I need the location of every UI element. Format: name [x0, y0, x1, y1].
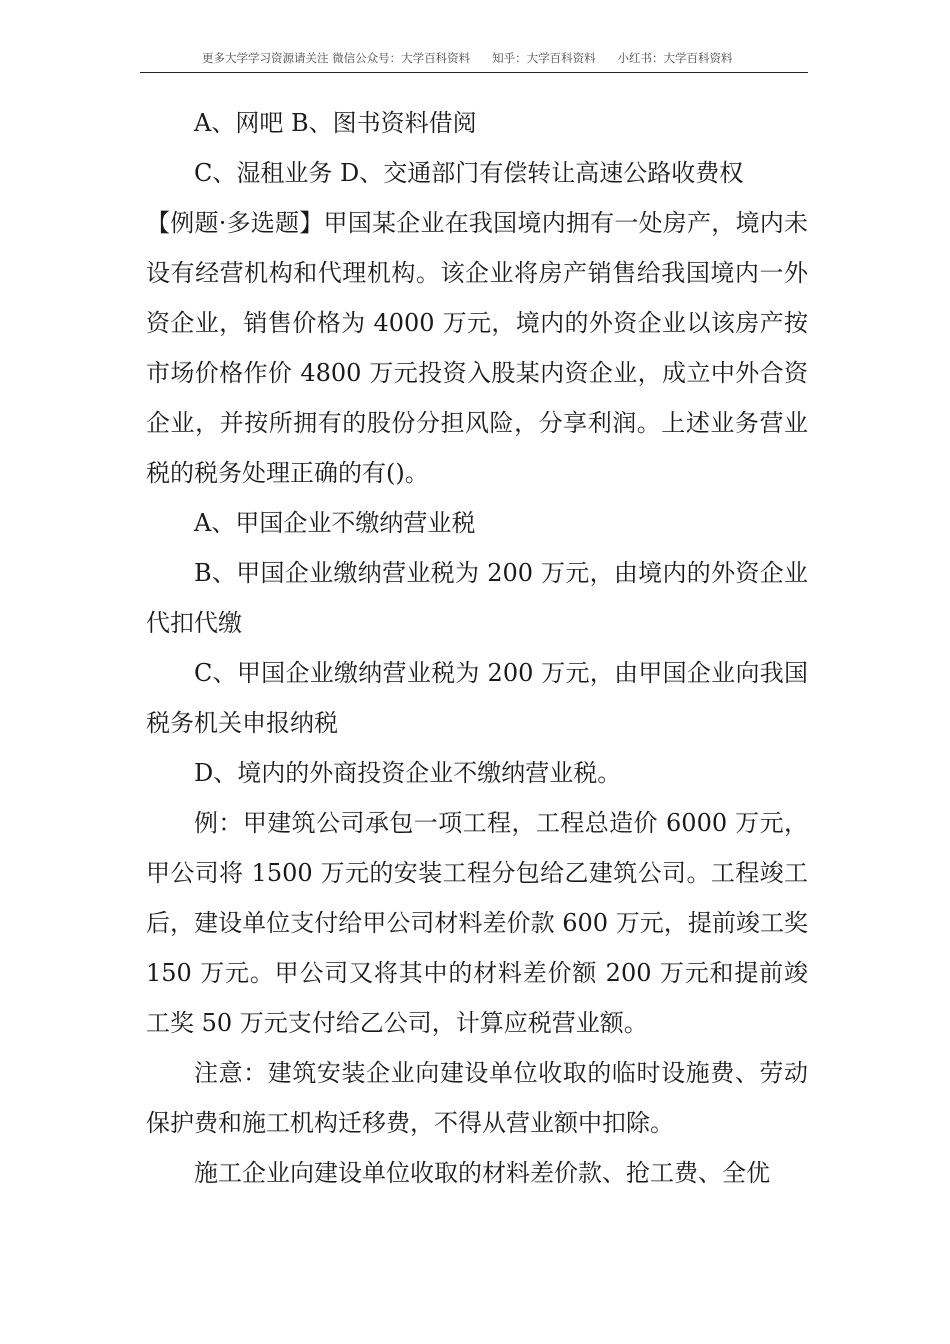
- document-body: [146, 98, 808, 1198]
- paragraph-example-question: 【例题·多选题】甲国某企业在我国境内拥有一处房产，境内未设有经营机构和代理机构。该企业将房产销售给我国境内一外资企业，销售价格为 4000 万元，境内的外资企业以该房产按市场价格作价 4800 万元投资入股某内资企业，成立中外合资企业，并按所拥有的股份分担风险，分享利润。上述业务营业税的税务处理正确的有()。: [146, 209, 808, 487]
- paragraph-note: 注意：建筑安装企业向建设单位收取的临时设施费、劳动保护费和施工机构迁移费，不得从营业额中扣除。: [146, 1059, 808, 1137]
- paragraph-construction-example: 例：甲建筑公司承包一项工程，工程总造价 6000 万元，甲公司将 1500 万元的安装工程分包给乙建筑公司。工程竣工后，建设单位支付给甲公司材料差价款 600 万元，提前竣工奖 150 万元。甲公司又将其中的材料差价额 200 万元和提前竣工奖 50 万元支付给乙公司，计算应税营业额。: [146, 809, 808, 1037]
- header-text: 更多大学学习资源请关注 微信公众号：大学百科资料 知乎：大学百科资料 小红书：大学百科资料: [202, 51, 733, 65]
- paragraph-answer-b: B、甲国企业缴纳营业税为 200 万元，由境内的外资企业代扣代缴: [146, 559, 808, 637]
- paragraph-answer-a: A、甲国企业不缴纳营业税: [194, 509, 476, 537]
- paragraph-options-ab: A、网吧 B、图书资料借阅: [194, 109, 477, 137]
- paragraph-answer-c: C、甲国企业缴纳营业税为 200 万元，由甲国企业向我国税务机关申报纳税: [146, 659, 808, 737]
- page-header: [140, 38, 808, 73]
- paragraph-construction-fees: 施工企业向建设单位收取的材料差价款、抢工费、全优: [194, 1159, 770, 1187]
- paragraph-answer-d: D、境内的外商投资企业不缴纳营业税。: [194, 759, 622, 787]
- paragraph-options-cd: C、湿租业务 D、交通部门有偿转让高速公路收费权: [194, 159, 744, 187]
